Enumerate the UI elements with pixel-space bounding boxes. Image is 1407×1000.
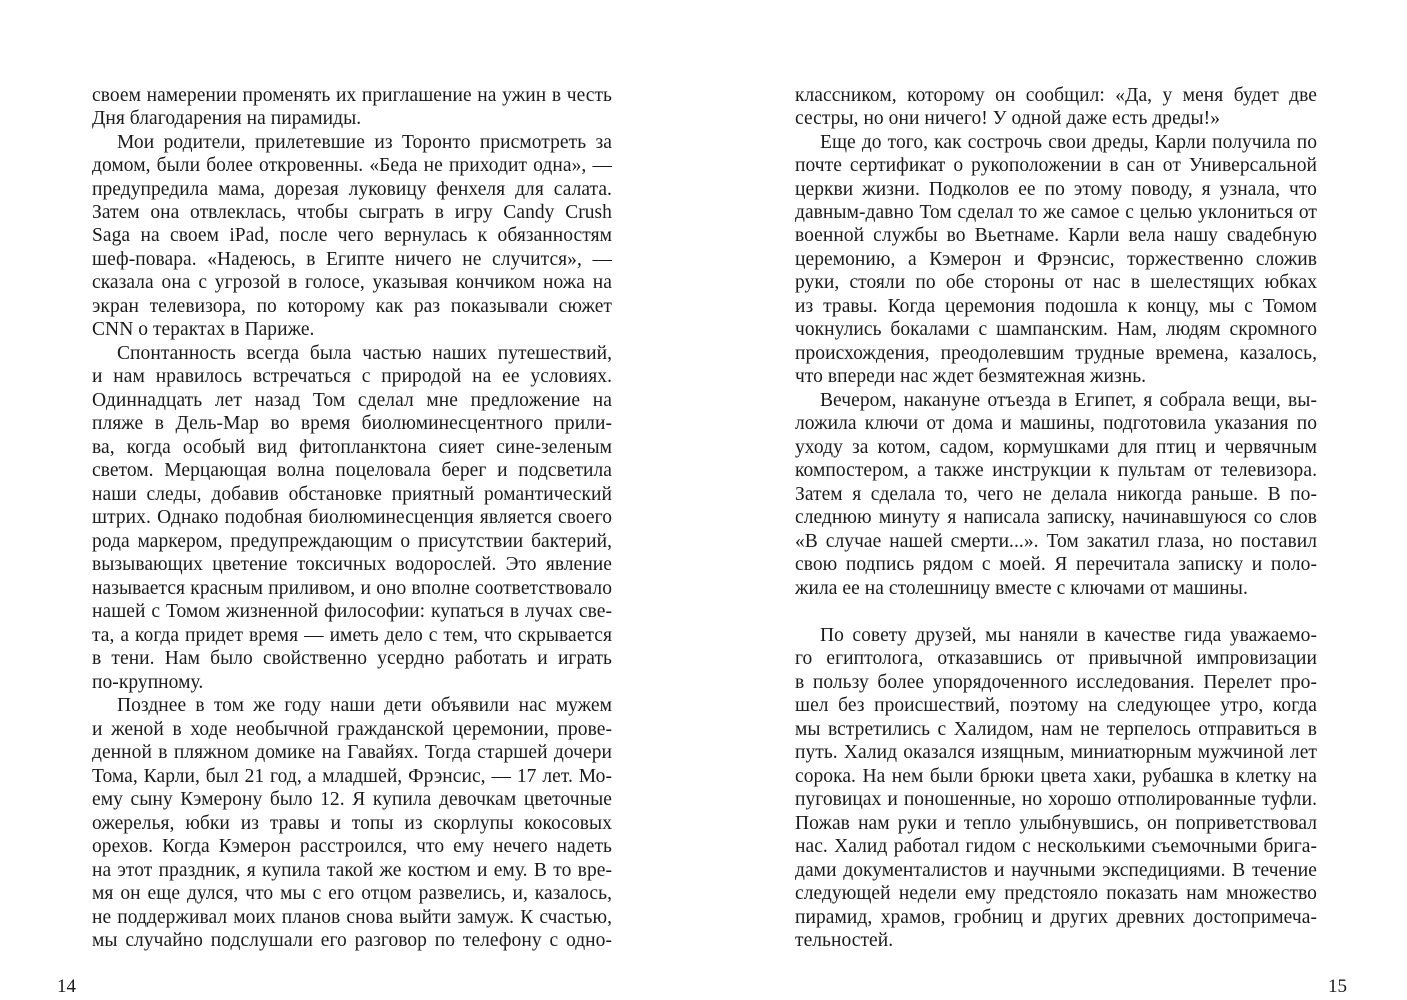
text-line: ожерелья, юбки из травы и топы из скорлупы кокосовых [92, 813, 612, 834]
text-line: По совету друзей, мы наняли в качестве гида уважаемо- [820, 625, 1317, 646]
text-line: CNN о терактах в Париже. [92, 319, 315, 340]
text-line: путь. Халид оказался изящным, миниатюрным мужчиной лет [795, 742, 1317, 763]
text-line: ему сыну Кэмерону было 12. Я купила девочкам цветочные [92, 789, 612, 810]
text-line: предупредила мама, дорезая луковицу фенхеля для салата. [92, 179, 612, 200]
left-page [0, 0, 703, 1000]
text-line: и нам нравилось встречаться с природой на ее условиях. [92, 366, 612, 387]
text-line: называется красным приливом, и оно вполне соответствовало [92, 578, 612, 599]
text-line: штрих. Однако подобная биолюминесценция является своего [92, 507, 612, 528]
text-line: ложила ключи от дома и машины, подготовила указания по [795, 413, 1317, 434]
text-line: Дня благодарения на пирамиды. [92, 108, 362, 129]
text-line: орехов. Когда Кэмерон расстроился, что ему нечего надеть [92, 836, 612, 857]
text-line: Спонтанность всегда была частью наших путешествий, [117, 343, 612, 364]
text-line: Позднее в том же году наши дети объявили нас мужем [117, 695, 612, 716]
text-line: Saga на своем iPad, после чего вернулась к обязанностям [92, 225, 612, 246]
text-line: го египтолога, отказавшись от привычной импровизации [795, 648, 1317, 669]
text-line: нас. Халид работал гидом с несколькими съемочными брига- [795, 836, 1317, 857]
text-line: «В случае нашей смерти...». Том закатил глаза, но поставил [795, 531, 1317, 552]
text-line: Еще до того, как сострочь свои дреды, Карли получила по [820, 132, 1317, 153]
text-line: Вечером, накануне отъезда в Египет, я собрала вещи, вы- [820, 390, 1317, 411]
text-line: ва, когда особый вид фитопланктона сияет сине-зеленым [92, 437, 612, 458]
text-line: наши следы, добавив обстановке приятный романтический [92, 484, 612, 505]
text-line: на этот праздник, я купила такой же костюм и ему. В то вре- [92, 860, 612, 881]
text-line: Затем я сделала то, чего не делала никогда раньше. В по- [795, 484, 1317, 505]
text-line: вызывающих цветение токсичных водорослей. Это явление [92, 554, 612, 575]
text-line: давным-давно Том сделал то же самое с целью уклониться от [795, 202, 1317, 223]
text-line: та, а когда придет время — иметь дело с тем, что скрывается [92, 625, 612, 646]
text-line: мя он еще дулся, что мы с его отцом развелись, и, казалось, [92, 883, 612, 904]
text-line: классником, которому он сообщил: «Да, у меня будет две [795, 85, 1317, 106]
text-line: своем намерении променять их приглашение на ужин в честь [92, 85, 612, 106]
text-line: жила ее на столешницу вместе с ключами от машины. [795, 578, 1248, 599]
text-line: следующей недели ему предстояло показать нам множество [795, 883, 1317, 904]
text-line: свою подпись рядом с моей. Я перечитала записку и поло- [795, 554, 1317, 575]
text-line: Одиннадцать лет назад Том сделал мне предложение на [92, 390, 612, 411]
text-line: шел без происшествий, поэтому на следующее утро, когда [795, 695, 1317, 716]
text-line: сорока. На нем были брюки цвета хаки, рубашка в клетку на [795, 766, 1317, 787]
text-line: пирамид, храмов, гробниц и других древних достопримеча- [795, 907, 1317, 928]
text-line: денной в пляжном домике на Гавайях. Тогда старшей дочери [92, 742, 612, 763]
text-line: руки, стояли по обе стороны от нас в шелестящих юбках [795, 272, 1317, 293]
text-line: мы встретились с Халидом, нам не терпелось отправиться в [795, 719, 1317, 740]
text-line: в тени. Нам было свойственно усердно работать и играть [92, 648, 612, 669]
text-line: церкви жизни. Подколов ее по этому поводу, я узнала, что [795, 179, 1317, 200]
text-line: сестры, но они ничего! У одной даже есть дреды!» [795, 108, 1221, 129]
text-line: пляже в Дель-Мар во время биолюминесцентного прили- [92, 413, 612, 434]
text-line: происхождения, преодолевшим трудные времена, казалось, [795, 343, 1317, 364]
text-line: Затем она отвлеклась, чтобы сыграть в игру Candy Crush [92, 202, 612, 223]
text-line: в пользу более упорядоченного исследования. Перелет про- [795, 672, 1317, 693]
text-line: шеф-повара. «Надеюсь, в Египте ничего не случится», — [92, 249, 612, 270]
text-line: чокнулись бокалами с шампанским. Нам, людям скромного [795, 319, 1317, 340]
right-page [703, 0, 1407, 1000]
text-line: Тома, Карли, был 21 год, а младшей, Фрэнсис, — 17 лет. Мо- [92, 766, 612, 787]
text-line: почте сертификат о рукоположении в сан от Универсальной [795, 155, 1317, 176]
text-line: рода маркером, предупреждающим о присутствии бактерий, [92, 531, 612, 552]
page-number: 15 [1328, 976, 1347, 997]
text-line: тельностей. [795, 930, 894, 951]
text-line: и женой в ходе необычной гражданской церемонии, прове- [92, 719, 612, 740]
text-line: по-крупному. [92, 672, 204, 693]
text-line: церемонию, а Кэмерон и Фрэнсис, торжественно сложив [795, 249, 1317, 270]
text-line: следнюю минуту я написала записку, начинавшуюся со слов [795, 507, 1317, 528]
text-line: из травы. Когда церемония подошла к концу, мы с Томом [795, 296, 1317, 317]
text-line: экран телевизора, по которому как раз показывали сюжет [92, 296, 612, 317]
text-line: дами документалистов и научными экспедициями. В течение [795, 860, 1317, 881]
text-line: светом. Мерцающая волна поцеловала берег и подсветила [92, 460, 612, 481]
text-line: домом, были более откровенны. «Беда не приходит одна», — [92, 155, 612, 176]
text-line: не поддерживал моих планов снова выйти замуж. К счастью, [92, 907, 612, 928]
page-number: 14 [57, 976, 76, 997]
text-line: пуговицах и поношенные, но хорошо отполированные туфли. [795, 789, 1317, 810]
text-line: уходу за котом, садом, кормушками для птиц и червячным [795, 437, 1317, 458]
text-line: нашей с Томом жизненной философии: купаться в лучах све- [92, 601, 612, 622]
text-line: Пожав нам руки и тепло улыбнувшись, он поприветствовал [795, 813, 1317, 834]
text-line: военной службы во Вьетнаме. Карли вела нашу свадебную [795, 225, 1317, 246]
text-line: что впереди нас ждет безмятежная жизнь. [795, 366, 1147, 387]
text-line: мы случайно подслушали его разговор по телефону с одно- [92, 930, 612, 951]
text-line: Мои родители, прилетевшие из Торонто присмотреть за [117, 132, 612, 153]
text-line: компостером, а также инструкции к пультам от телевизора. [795, 460, 1317, 481]
text-line: сказала она с угрозой в голосе, указывая кончиком ножа на [92, 272, 612, 293]
